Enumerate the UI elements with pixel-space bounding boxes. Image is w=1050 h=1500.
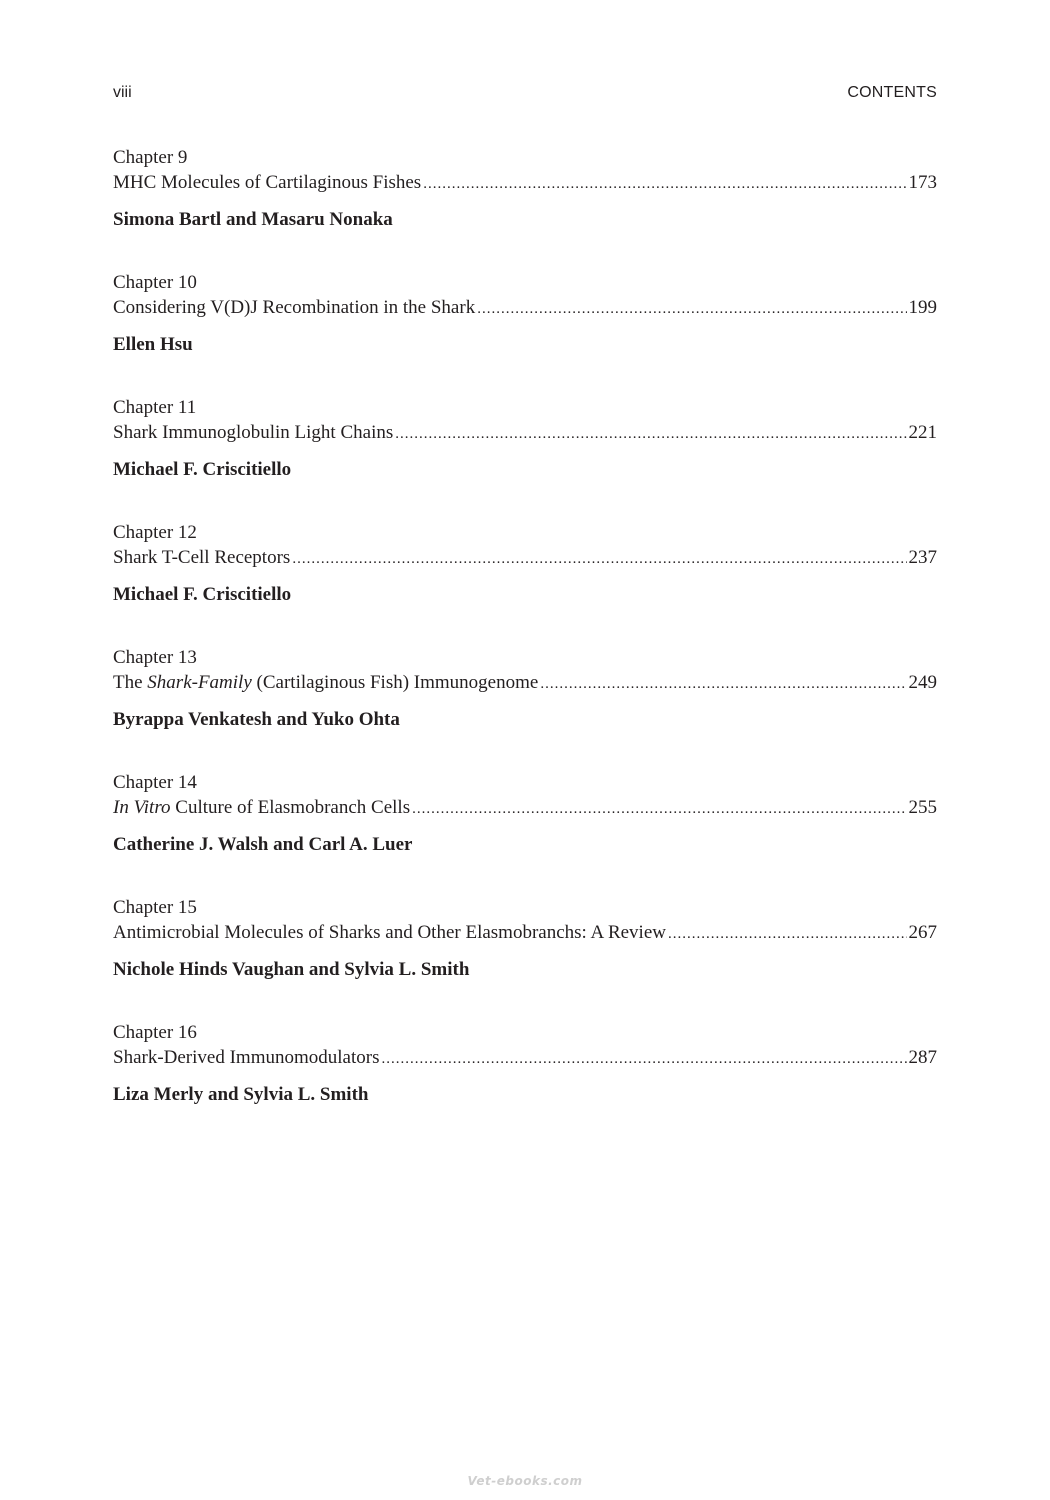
chapter-title-line[interactable] [113,170,937,195]
chapter-page-number: 221 [908,422,937,443]
chapter-title-part: Considering V(D)J Recombination in the Shark [113,297,476,318]
chapter-title-line[interactable] [113,795,937,820]
dot-leader [381,1047,906,1072]
chapter-title-part: Shark Immunoglobulin Light Chains [113,422,394,443]
watermark-logo: Vet-ebooks.com [467,1474,583,1488]
chapter-authors: Catherine J. Walsh and Carl A. Luer [113,834,413,855]
toc-entry [113,395,937,520]
chapter-title [113,795,410,820]
dot-leader [292,547,906,572]
chapter-page-number: 199 [908,297,937,318]
chapter-title-line[interactable] [113,295,937,320]
chapter-page-number: 267 [908,922,937,943]
dot-leader [423,172,906,197]
chapter-title-part: (Cartilaginous Fish) Immunogenome [251,672,539,693]
chapter-page-number: 255 [908,797,937,818]
chapter-title [113,170,421,195]
chapter-authors: Michael F. Criscitiello [113,459,292,480]
chapter-authors: Byrappa Venkatesh and Yuko Ohta [113,709,400,730]
chapter-title-part: Shark-Derived Immunomodulators [113,1047,380,1068]
chapter-title-part: Culture of Elasmobranch Cells [170,797,411,818]
chapter-label: Chapter 11 [113,397,197,418]
toc-entry [113,770,937,895]
dot-leader [412,797,906,822]
chapter-authors: Michael F. Criscitiello [113,584,292,605]
chapter-title-line[interactable] [113,670,937,695]
chapter-page-number: 249 [908,672,937,693]
chapter-page-number: 173 [908,172,937,193]
toc-entry [113,145,937,270]
chapter-title [113,670,538,695]
chapter-title-part: Shark T-Cell Receptors [113,547,291,568]
chapter-label: Chapter 14 [113,772,197,793]
chapter-authors: Ellen Hsu [113,334,193,355]
chapter-authors: Simona Bartl and Masaru Nonaka [113,209,393,230]
chapter-label: Chapter 15 [113,897,197,918]
chapter-title [113,1045,379,1070]
section-title: CONTENTS [847,84,937,101]
chapter-title-line[interactable] [113,545,937,570]
chapter-authors: Liza Merly and Sylvia L. Smith [113,1084,369,1105]
chapter-label: Chapter 13 [113,647,197,668]
running-head [113,84,937,104]
chapter-label: Chapter 10 [113,272,197,293]
toc-entry [113,270,937,395]
chapter-title-part: MHC Molecules of Cartilaginous Fishes [113,172,422,193]
table-of-contents [113,145,937,1145]
chapter-title-italic-part: In Vitro [113,797,171,818]
chapter-title-part: Antimicrobial Molecules of Sharks and Other Elasmobranchs: A Review [113,922,666,943]
chapter-title-line[interactable] [113,420,937,445]
chapter-authors: Nichole Hinds Vaughan and Sylvia L. Smith [113,959,470,980]
chapter-page-number: 287 [908,1047,937,1068]
chapter-title [113,545,290,570]
chapter-title [113,420,393,445]
chapter-title [113,920,666,945]
chapter-title-italic-part: Shark-Family [147,672,252,693]
chapter-title-line[interactable] [113,1045,937,1070]
dot-leader [668,922,907,947]
chapter-title-part: The [113,672,148,693]
toc-entry [113,895,937,1020]
toc-entry [113,520,937,645]
chapter-label: Chapter 16 [113,1022,197,1043]
chapter-title-line[interactable] [113,920,937,945]
toc-entry [113,645,937,770]
toc-entry [113,1020,937,1145]
dot-leader [540,672,906,697]
chapter-title [113,295,475,320]
dot-leader [395,422,906,447]
chapter-label: Chapter 12 [113,522,197,543]
chapter-label: Chapter 9 [113,147,188,168]
page-number: viii [113,84,132,101]
dot-leader [477,297,906,322]
chapter-page-number: 237 [908,547,937,568]
